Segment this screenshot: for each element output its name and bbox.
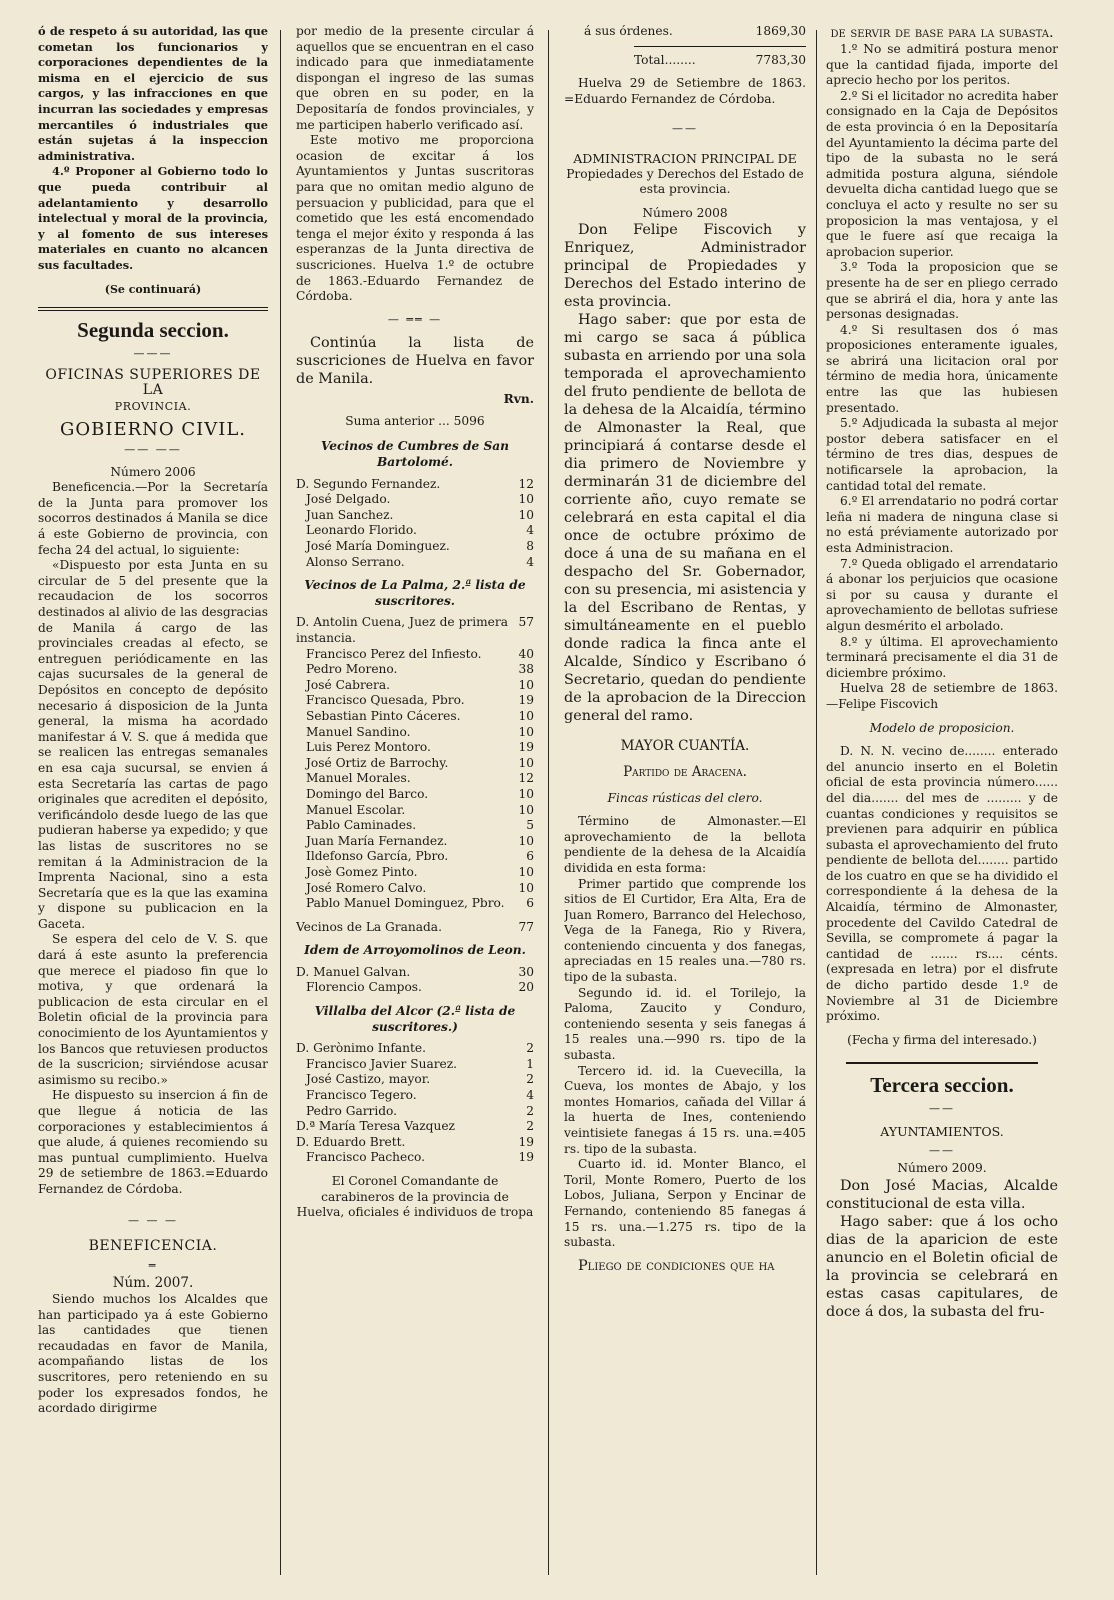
subscriber-amount: 57: [518, 615, 534, 630]
list-item: [296, 523, 534, 539]
gobierno-heading: GOBIERNO CIVIL.: [59, 419, 247, 441]
subscriber-amount: 19: [518, 693, 534, 708]
subscriber-name: Domingo del Barco.: [306, 786, 429, 801]
notice-number: Número 2009.: [897, 1161, 987, 1176]
subscriber-name: Sebastian Pinto Cáceres.: [306, 708, 461, 723]
paragraph: He dispuesto su insercion á fin de que llegue á noticia de las corporaciones y establecimientos á que alude, á quienes recomiendo su mas puntual cumplimiento. Huelva 29 de setiembre de 1863.=Eduardo Fernandez de Córdoba.: [38, 1088, 268, 1196]
column-rule-1: [280, 30, 281, 1575]
subscriber-name: Manuel Sandino.: [306, 724, 411, 739]
column-1: [38, 24, 268, 1592]
divider: ———: [133, 347, 173, 361]
subscriber-name: á sus órdenes.: [584, 24, 673, 38]
subscriber-name: Juan María Fernandez.: [306, 833, 448, 848]
group-title: Villalba del Alcor (2.ª lista de suscritores.): [314, 1004, 516, 1034]
list-item: [296, 865, 534, 881]
paragraph: D. N. N. vecino de........ enterado del anuncio inserto en el Boletin oficial de esta provincia número...... del dia....... del mes de ......... y de cuantas condiciones y requisitos se previenen para adquirir en pública subasta el aprovechamiento del fruto pendiente de bellota del........ partido de los cuatro en que se ha dividido el correspondiente á la dehesa de la Alcaidía, término de Almonaster, procedente del Cavildo Catedral de Sevilla, se compromete á pagar la cantidad de ....... rs.... cénts. (expresada en letra) por el disfrute de dicho partido desde 1.º de Noviembre al 31 de Diciembre próximo.: [826, 744, 1058, 1024]
continue-note: (Se continuará): [104, 282, 202, 296]
list-item: [296, 615, 534, 646]
condition-item: 1.º No se admitirá postura menor que la cantidad fijada, importe del aprecio hecho por los peritos.: [826, 42, 1058, 88]
subscriber-amount: 10: [518, 677, 534, 692]
divider: —— ——: [124, 443, 182, 457]
list-item: [296, 771, 534, 787]
list-item: [296, 539, 534, 555]
divider: [38, 307, 268, 311]
list-item: [296, 477, 534, 493]
subscriber-amount: 10: [518, 864, 534, 879]
paragraph: Cuarto id. id. Monter Blanco, el Toril, Monte Romero, Puerto de los Lobos, Juliana, Serpon y Encinar de Fernando, conteniendo 85 fanegas á 15 rs. una.—1.275 rs. tipo de la subasta.: [564, 1157, 806, 1250]
list-item: [296, 834, 534, 850]
column-4: [826, 24, 1058, 1592]
paragraph: Término de Almonaster.—El aprovechamiento de la bellota pendiente de la dehesa de la Alcaidía dividida en esta forma:: [564, 814, 806, 875]
condition-item: 3.º Toda la proposicion que se presente ha de ser en pliego cerrado que se abrirá el dia, hora y ante las personas designadas.: [826, 260, 1058, 322]
subscriber-list: [296, 477, 534, 571]
subscriber-list: [296, 965, 534, 996]
list-item: [296, 980, 534, 996]
condition-item: 6.º El arrendatario no podrá cortar leña ni madera de ninguna clase si no está préviamente autorizado por esta Administracion.: [826, 494, 1058, 555]
divider: ——: [929, 1102, 955, 1116]
notice-number: Número 2008: [642, 205, 728, 220]
subscriber-name: D.ª María Teresa Vazquez: [296, 1119, 455, 1134]
subscriber-amount: 2: [526, 1119, 534, 1134]
list-item: [296, 818, 534, 834]
list-item: [296, 555, 534, 571]
list-item: [296, 787, 534, 803]
list-item: [564, 24, 806, 40]
total-amount: 7783,30: [755, 52, 806, 67]
subscriber-name: Pedro Garrido.: [306, 1103, 398, 1118]
subscriber-name: Vecinos de La Granada.: [296, 919, 442, 934]
admin-subheading: Propiedades y Derechos del Estado de esta provincia.: [566, 166, 804, 197]
paragraph: El Coronel Comandante de carabineros de la provincia de Huelva, oficiales é individuos de tropa: [296, 1174, 534, 1220]
list-item: [296, 1072, 534, 1088]
subscriber-name: Juan Sanchez.: [306, 507, 394, 522]
list-item: [296, 647, 534, 663]
condition-item: 7.º Queda obligado el arrendatario á abonar los perjuicios que ocasione si por su causa y durante el aprovechamiento de bellotas sufriese algun desmérito el arbolado.: [826, 556, 1058, 633]
subscriber-amount: 77: [518, 919, 534, 934]
paragraph: Don Felipe Fiscovich y Enriquez, Administrador principal de Propiedades y Derechos del Estado interino de esta provincia.: [564, 222, 806, 311]
subscriber-amount: 10: [518, 507, 534, 522]
subscriber-name: Francisco Tegero.: [306, 1088, 417, 1103]
divider: — — —: [128, 1213, 178, 1227]
list-item: [296, 508, 534, 524]
list-item: [296, 662, 534, 678]
subscriber-amount: 10: [518, 802, 534, 817]
paragraph: Tercero id. id. la Cuevecilla, la Cueva, los montes de Abajo, y los montes Homarios, cañada del Villar á la huerta de Ines, conteniendo veintisiete fanegas á 15 rs. una.=405 rs. tipo de la subasta.: [564, 1063, 806, 1156]
subscriber-name: D. Antolin Cuena, Juez de primera instancia.: [296, 615, 508, 645]
section-title: Tercera seccion.: [870, 1073, 1014, 1098]
subscriber-amount: 12: [518, 476, 534, 491]
subscriber-name: José Delgado.: [306, 492, 391, 507]
divider: — ══ —: [387, 312, 443, 326]
subscriber-name: Luis Perez Montoro.: [306, 740, 431, 755]
subscriber-name: José Cabrera.: [306, 677, 390, 692]
subscriber-amount: 12: [518, 771, 534, 786]
subscriber-amount: 10: [518, 755, 534, 770]
subscriber-amount: 30: [518, 964, 534, 979]
subscriber-amount: 19: [518, 740, 534, 755]
subscriber-amount: 2: [526, 1103, 534, 1118]
list-item: [296, 1135, 534, 1151]
subscriber-amount: 20: [518, 980, 534, 995]
notice-number: Núm. 2007.: [112, 1275, 194, 1292]
model-heading: Modelo de proposicion.: [869, 720, 1015, 735]
subscriber-name: D. Eduardo Brett.: [296, 1134, 406, 1149]
subscriber-amount: 10: [518, 786, 534, 801]
list-item: [296, 896, 534, 912]
list-item: [296, 1119, 534, 1135]
paragraph: «Dispuesto por esta Junta en su circular de 5 del presente que la recaudacion de los socorros destinados al alivio de las desgracias de Manila á cargo de las provinciales creadas al efecto, se entreguen periódicamente en las cajas sucursales de la general de Depósitos en concepto de depósito necesario á disposicion de la Junta general, la misma ha acordado manifestar á V. S. que á medida que se realicen las entregas semanales en esa caja sucursal, se envien á esta Secretaría las cartas de pago originales que acrediten el depósito, verificándolo desde luego de las que pudieran haberse ya expedido; y que las listas de suscritores no se remitan á la Administracion de la Imprenta Nacional, sino a esta Secretaría que es la que las examina y dispone su publicacion en la Gaceta.: [38, 558, 268, 931]
paragraph: Primer partido que comprende los sitios de El Curtidor, Era Alta, Era de Juan Romero, Barranco del Helechoso, Vega de la Fanega, Rio y Rivera, conteniendo cincuenta y dos fanegas, apreciadas en 15 reales una.—780 rs. tipo de la subasta.: [564, 876, 806, 985]
section-heading: MAYOR CUANTÍA.: [620, 738, 750, 755]
subscriber-amount: 19: [518, 1134, 534, 1149]
subscriber-amount: 38: [518, 662, 534, 677]
subscriber-list: [296, 615, 534, 911]
subscriber-name: Pablo Manuel Dominguez, Pbro.: [306, 896, 505, 911]
subscriber-amount: 1869,30: [755, 24, 806, 38]
subscriber-name: José María Dominguez.: [306, 539, 450, 554]
list-item: [296, 740, 534, 756]
column-3: [564, 24, 806, 1592]
divider: ——: [929, 1143, 955, 1157]
subscriber-name: Francisco Quesada, Pbro.: [306, 693, 465, 708]
district-heading: Partido de Aracena.: [623, 763, 747, 780]
paragraph: de servir de base para la subasta.: [830, 25, 1054, 41]
subscriber-name: Ildefonso García, Pbro.: [306, 849, 449, 864]
paragraph: 4.º Proponer al Gobierno todo lo que pueda contribuir al adelantamiento y desarrollo intelectual y moral de la provincia, y al fomento de sus intereses materiales en cuanto no alcancen sus facultades.: [38, 164, 268, 272]
list-item: [296, 965, 534, 981]
subscriber-list: [296, 1041, 534, 1166]
group-title: Vecinos de Cumbres de San Bartolomé.: [320, 439, 510, 470]
subscriber-name: José Romero Calvo.: [306, 880, 427, 895]
subscriber-amount: 10: [518, 492, 534, 507]
subscriber-amount: 4: [526, 554, 534, 569]
subscriber-amount: 10: [518, 833, 534, 848]
subscriber-name: José Ortiz de Barrochy.: [306, 755, 449, 770]
list-item: [296, 849, 534, 865]
column-rule-2: [548, 30, 549, 1575]
divider: [846, 1062, 1038, 1064]
admin-heading: ADMINISTRACION PRINCIPAL DE: [573, 150, 797, 166]
subscriber-name: D. Segundo Fernandez.: [296, 476, 441, 491]
subscriber-name: D. Manuel Galvan.: [296, 964, 411, 979]
list-item: [296, 920, 534, 936]
paragraph: ó de respeto á su autoridad, las que cometan los funcionarios y corporaciones dependientes de la misma en el ejercicio de sus cargos, y las infracciones en que incurran las sociedades y empresas mercantiles ó industriales que están sujetas á la inspeccion administrativa.: [38, 24, 268, 163]
list-item: [296, 725, 534, 741]
subscriber-amount: 10: [518, 708, 534, 723]
ayuntamientos-heading: AYUNTAMIENTOS.: [880, 1124, 1004, 1139]
divider: ——: [672, 122, 698, 136]
date-note: (Fecha y firma del interesado.): [847, 1032, 1037, 1047]
list-item: [296, 1057, 534, 1073]
list-item: [296, 881, 534, 897]
condition-item: 4.º Si resultasen dos ó mas proposiciones enteramente iguales, se abrirá una licitacion oral por término de media hora, únicamente entre las que las hubiesen presentado.: [826, 322, 1058, 415]
subscriber-name: Manuel Escolar.: [306, 802, 406, 817]
subscriber-name: Josè Gomez Pinto.: [306, 864, 418, 879]
list-item: [296, 803, 534, 819]
subscriber-name: Leonardo Florido.: [306, 523, 417, 538]
subscriber-amount: 4: [526, 523, 534, 538]
subscriber-amount: 10: [518, 724, 534, 739]
category-heading: Fincas rústicas del clero.: [607, 790, 763, 805]
paragraph: Don José Macias, Alcalde constitucional de esta villa.: [826, 1177, 1058, 1212]
list-item: [296, 1041, 534, 1057]
subscriber-amount: 4: [526, 1088, 534, 1103]
subscriber-name: Florencio Campos.: [306, 980, 422, 995]
beneficencia-heading: BENEFICENCIA.: [88, 1238, 218, 1255]
paragraph: Este motivo me proporciona ocasion de excitar á los Ayuntamientos y Juntas suscritoras para que no omitan medio alguno de persuacion y publicidad, para que el cometido que les está encomendado tenga el mejor éxito y responda á las esperanzas de la Junta directiva de suscriciones. Huelva 1.º de octubre de 1863.-Eduardo Fernandez de Córdoba.: [296, 133, 534, 304]
subscriber-name: José Castizo, mayor.: [306, 1072, 431, 1087]
paragraph: Hago saber: que á los ocho dias de la aparicion de este anuncio en el Boletin oficial de la provincia se celebrará en estas casas capitulares, de doce á dos, la subasta del fru-: [826, 1213, 1058, 1320]
subscriber-name: Francisco Perez del Infiesto.: [306, 646, 482, 661]
total-label: Total........: [634, 52, 696, 67]
paragraph: por medio de la presente circular á aquellos que se encuentran en el caso indicado para que inmediatamente dispongan el ingreso de las sumas que obren en su poder, en la Depositaría de fondos provinciales, y me participen haberlo verificado así.: [296, 24, 534, 132]
list-item: [296, 1150, 534, 1166]
paragraph: Se espera del celo de V. S. que dará á este asunto la preferencia que merece el piadoso fin que lo motiva, y que ordenará la publicacion de esta circular en el Boletin oficial de la provincia para conocimiento de los Ayuntamientos y los Bancos que retuviesen productos de la suscricion; sirviéndose acusar asimismo su recibo.»: [38, 932, 268, 1087]
subscriber-name: Manuel Morales.: [306, 771, 411, 786]
subscriber-name: Francisco Javier Suarez.: [306, 1056, 458, 1071]
previous-sum: Suma anterior ... 5096: [345, 413, 485, 428]
currency-header: Rvn.: [503, 392, 534, 407]
subscriber-amount: 19: [518, 1150, 534, 1165]
subscriber-amount: 8: [526, 539, 534, 554]
paragraph: Siendo muchos los Alcaldes que han participado ya á este Gobierno las cantidades que tienen recaudadas en favor de Manila, acompañando listas de los suscritores, pero reteniendo en su poder los expresados fondos, he acordado dirigirme: [38, 1291, 268, 1416]
list-item: [296, 1104, 534, 1120]
list-item: [296, 1088, 534, 1104]
condition-item: 2.º Si el licitador no acredita haber consignado en la Caja de Depósitos de esta provincia ó en la Depositaría del Ayuntamiento la décima parte del tipo de la subasta no le será admitida postura alguna, siéndole devuelta dicha cantidad luego que se concluya el acto y resulte no ser su proposicion la mas ventajosa, y el que le fuere así que recaiga la aprobacion superior.: [826, 88, 1058, 259]
conditions-heading: Pliego de condiciones que ha: [578, 1257, 775, 1274]
subscriber-name: Francisco Pacheco.: [306, 1150, 426, 1165]
list-item: [296, 678, 534, 694]
list-title: Continúa la lista de suscriciones de Huelva en favor de Manila.: [296, 335, 534, 388]
subscriber-amount: 5: [526, 818, 534, 833]
subscriber-name: Alonso Serrano.: [306, 554, 405, 569]
column-2: [296, 24, 534, 1592]
column-rule-3: [816, 30, 817, 1575]
subscriber-amount: 6: [526, 849, 534, 864]
subscriber-amount: 1: [526, 1056, 534, 1071]
divider: [634, 46, 806, 47]
subscriber-amount: 2: [526, 1072, 534, 1087]
paragraph: Beneficencia.—Por la Secretaría de la Junta para promover los socorros destinados á Manila se dice á este Gobierno de provincia, con fecha 24 del actual, lo siguiente:: [38, 480, 268, 557]
list-item: [296, 756, 534, 772]
subscriber-amount: 40: [518, 646, 534, 661]
group-title: Idem de Arroyomolinos de Leon.: [304, 943, 526, 958]
condition-item: 5.º Adjudicada la subasta al mejor postor debera satisfacer en el término de tres dias, despues de notificarsele la aprobacion, la cantidad total del remate.: [826, 416, 1058, 493]
notice-number: Número 2006: [110, 464, 196, 479]
subscriber-name: Pedro Moreno.: [306, 662, 398, 677]
office-heading: OFICINAS SUPERIORES DE LA: [45, 366, 261, 399]
subscriber-amount: 10: [518, 880, 534, 895]
list-item: [296, 492, 534, 508]
paragraph: Segundo id. id. el Torilejo, la Paloma, Zaucito y Conduro, conteniendo sesenta y seis fanegas á 15 reales una.—990 rs. tipo de la subasta.: [564, 985, 806, 1063]
condition-item: 8.º y última. El aprovechamiento terminará precisamente el dia 31 de diciembre próximo.: [826, 634, 1058, 680]
group-title: Vecinos de La Palma, 2.ª lista de suscritores.: [304, 578, 526, 608]
paragraph: Huelva 29 de Setiembre de 1863. =Eduardo Fernandez de Córdoba.: [564, 76, 806, 106]
signature: Huelva 28 de setiembre de 1863. —Felipe Fiscovich: [826, 681, 1058, 711]
section-title: Segunda seccion.: [77, 318, 229, 343]
list-item: [296, 693, 534, 709]
list-item: [296, 709, 534, 725]
paragraph: Hago saber: que por esta de mi cargo se saca á pública subasta en arriendo por una sola temporada el aprovechamiento del fruto pendiente de bellota de la dehesa de la Alcaidía, término de Almonaster la Real, que principiará á contarse desde el dia primero de Noviembre y derminarán 31 de diciembre del corriente año, cuyo remate se celebrará en esta capital el dia once de octubre próximo de doce á una de su mañana en el despacho del Sr. Gobernador, con su presencia, mi asistencia y la del Escribano de Rentas, y simultáneamente en el pueblo donde radica la finca ante el Alcalde, Síndico y Escribano ó Secretario, quedan do pendiente de la aprobacion de la Direccion general del ramo.: [564, 312, 806, 725]
subscriber-name: Pablo Caminades.: [306, 818, 417, 833]
subscriber-name: D. Gerònimo Infante.: [296, 1041, 426, 1056]
subscriber-amount: 6: [526, 896, 534, 911]
office-subheading: PROVINCIA.: [114, 399, 192, 413]
divider: ═: [148, 1258, 158, 1272]
subscriber-amount: 2: [526, 1041, 534, 1056]
total-row: [564, 53, 806, 69]
